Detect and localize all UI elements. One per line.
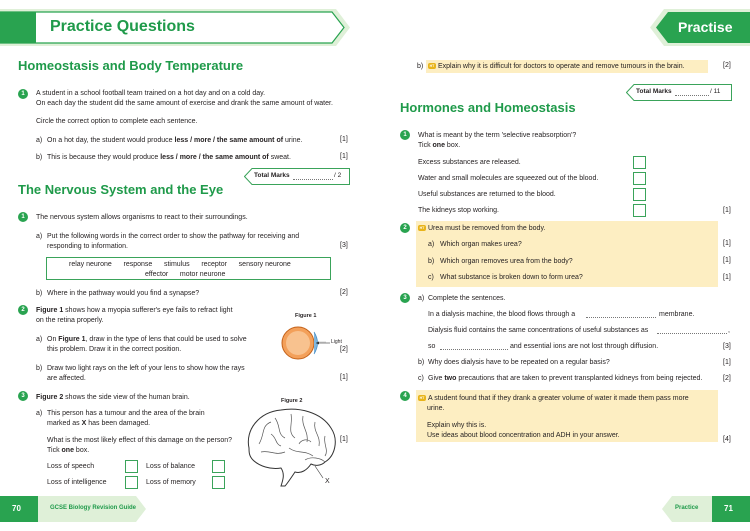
sentence-text: membrane.: [659, 311, 695, 318]
tick-box[interactable]: [633, 188, 646, 201]
part-label: a): [418, 295, 425, 302]
question-text: [47, 446, 89, 456]
total-marks-label: Total Marks: [254, 172, 290, 179]
page-number: 70: [12, 504, 21, 513]
footer-section-label: Practice: [675, 505, 699, 511]
text-span: box.: [444, 142, 461, 149]
mark-allocation: [2]: [723, 375, 731, 382]
option-label: Loss of intelligence: [47, 479, 107, 486]
question-text: This person has a tumour and the area of the brain: [47, 410, 205, 417]
sentence-text: and essential ions are not lost through diffusion.: [510, 343, 659, 350]
answer-blank[interactable]: [440, 349, 508, 350]
sentence-text: urine.: [283, 137, 303, 144]
text-span: Explain why it is difficult for doctors to operate and remove tumours in the brain.: [438, 63, 685, 70]
word-item: receptor: [201, 261, 227, 268]
section-title-homeostasis: Homeostasis and Body Temperature: [18, 58, 244, 73]
part-label: c): [428, 274, 434, 281]
sentence-text: On a hot day, the student would produce: [47, 137, 175, 144]
right-page-title: Practise: [678, 19, 733, 35]
option-choices[interactable]: less / more / the same amount of: [160, 154, 269, 161]
section-title-hormones: Hormones and Homeostasis: [400, 100, 576, 115]
question-text: [418, 224, 545, 234]
part-label: b): [36, 154, 43, 161]
total-marks-value: / 11: [710, 88, 721, 95]
figure-ref: Figure 1: [58, 336, 86, 343]
option-label: Loss of speech: [47, 463, 95, 470]
part-b-sentence: [47, 153, 291, 163]
question-text: Draw two light rays on the left of your lens to show how the rays: [47, 365, 245, 372]
figure-label: Figure 1: [295, 313, 317, 319]
left-header-banner: [0, 9, 350, 46]
question-text: Use ideas about blood concentration and ADH in your answer.: [427, 432, 620, 439]
question-text: Which organ makes urea?: [440, 241, 522, 248]
text-span: A student found that if they drank a greater volume of water it made them pass more: [428, 395, 689, 402]
mark-allocation: [1]: [723, 207, 731, 214]
question-number: 4: [400, 391, 410, 401]
tick-box[interactable]: [633, 156, 646, 169]
total-marks-label: Total Marks: [636, 88, 672, 95]
question-number: 2: [18, 305, 28, 315]
word-item: sensory neurone: [238, 261, 291, 268]
question-text: What is the most likely effect of this damage on the person?: [47, 437, 233, 444]
question-text: [428, 374, 702, 384]
mark-allocation: [3]: [723, 343, 731, 350]
question-number: 1: [18, 212, 28, 222]
option-label: Loss of memory: [146, 479, 196, 486]
question-text: [418, 394, 689, 404]
question-text: Put the following words in the correct order to show the pathway for receiving and: [47, 233, 300, 240]
word-item: response: [123, 261, 153, 268]
question-text: on the retina properly.: [36, 317, 104, 324]
higher-tier-icon: HT: [429, 64, 435, 69]
word-bank-row: [145, 270, 225, 280]
text-span: marked as: [47, 420, 82, 427]
question-text: [418, 141, 460, 151]
word-item: motor neurone: [179, 271, 226, 278]
higher-tier-icon: HT: [419, 226, 425, 231]
question-text: What substance is broken down to form urea?: [440, 274, 583, 281]
text-span: one: [432, 142, 445, 149]
question-number: 1: [18, 89, 28, 99]
question-text: Why does dialysis have to be repeated on a regular basis?: [428, 359, 610, 366]
right-header-banner: [650, 9, 750, 46]
light-label: Light: [331, 339, 342, 345]
tick-box[interactable]: [633, 204, 646, 217]
left-footer: [0, 496, 146, 522]
question-number: 3: [400, 293, 410, 303]
tick-box[interactable]: [125, 476, 138, 489]
text-span: two: [444, 375, 457, 382]
question-text: The nervous system allows organisms to react to their surroundings.: [36, 214, 248, 221]
text-span: has been damaged.: [86, 420, 151, 427]
question-number: 1: [400, 130, 410, 140]
text-span: shows how a myopia sufferer's eye fails to refract light: [63, 307, 233, 314]
text-span: , draw in the type of lens that could be used to solve: [85, 336, 247, 343]
mark-allocation: [1]: [340, 153, 348, 160]
question-text: Which organ removes urea from the body?: [440, 258, 573, 265]
question-text: On each day the student did the same amount of exercise and drank the same amount of water.: [36, 100, 333, 107]
question-text: A student in a school football team trained on a hot day and on a cold day.: [36, 90, 266, 97]
page-number: 71: [724, 504, 733, 513]
text-span: box.: [73, 447, 90, 454]
question-number: 3: [18, 391, 28, 401]
option-label: Water and small molecules are squeezed out of the blood.: [418, 175, 599, 182]
part-label: b): [418, 359, 425, 366]
mark-allocation: [1]: [723, 359, 731, 366]
higher-tier-icon: HT: [419, 396, 425, 401]
option-label: Excess substances are released.: [418, 159, 521, 166]
x-marker-label: X: [325, 478, 330, 485]
sentence-text: In a dialysis machine, the blood flows through a: [428, 311, 576, 318]
part-label: b): [36, 365, 43, 372]
part-label: b): [428, 258, 435, 265]
left-page-title: Practice Questions: [50, 18, 195, 35]
option-choices[interactable]: less / more / the same amount of: [174, 137, 284, 144]
part-label: c): [418, 375, 424, 382]
figure-ref: Figure 1: [36, 307, 64, 314]
option-label: Useful substances are returned to the blood.: [418, 191, 556, 198]
part-a-sentence: [47, 136, 303, 146]
total-marks-box: [626, 84, 732, 101]
part-label: b): [36, 290, 43, 297]
text-span: Tick: [418, 142, 433, 149]
part-label: a): [36, 233, 43, 240]
question-text: Where in the pathway would you find a synapse?: [47, 290, 200, 297]
mark-allocation: [1]: [340, 436, 348, 443]
mark-allocation: [2]: [340, 346, 348, 353]
mark-allocation: [4]: [723, 436, 731, 443]
part-label: a): [428, 241, 435, 248]
word-bank-row: [69, 260, 291, 270]
figure-label: Figure 2: [281, 398, 303, 404]
instruction-text: Circle the correct option to complete each sentence.: [36, 118, 198, 125]
question-text: urine.: [427, 405, 445, 412]
mark-allocation: [2]: [340, 289, 348, 296]
question-text: [36, 393, 190, 403]
mark-allocation: [1]: [723, 274, 731, 281]
text-span: On: [47, 336, 59, 343]
text-span: Tick: [47, 447, 62, 454]
text-span: one: [61, 447, 74, 454]
option-label: The kidneys stop working.: [418, 207, 499, 214]
question-text: [428, 62, 685, 72]
figure-ref: Figure 2: [36, 394, 64, 401]
question-text: Complete the sentences.: [428, 295, 506, 302]
total-marks-box: [244, 168, 350, 185]
question-text: Explain why this is.: [427, 422, 487, 429]
sentence-text: so: [428, 343, 436, 350]
question-text: [47, 419, 150, 429]
section-title-nervous-system: The Nervous System and the Eye: [18, 182, 224, 197]
sentence-text: sweat.: [268, 154, 291, 161]
book-title: GCSE Biology Revision Guide: [50, 505, 137, 511]
answer-blank[interactable]: [675, 95, 709, 96]
text-span: Give: [428, 375, 445, 382]
marker-ref: X: [81, 420, 87, 427]
word-bank-box: [46, 257, 331, 280]
answer-blank[interactable]: [657, 333, 727, 334]
tick-box[interactable]: [125, 460, 138, 473]
mark-allocation: [2]: [723, 62, 731, 69]
option-label: Loss of balance: [146, 463, 196, 470]
word-item: effector: [145, 271, 169, 278]
tick-box[interactable]: [633, 172, 646, 185]
right-footer: [662, 496, 750, 522]
question-text: [47, 335, 247, 345]
question-number: 2: [400, 223, 410, 233]
part-label: a): [36, 336, 43, 343]
answer-blank[interactable]: [586, 317, 656, 318]
part-label: a): [36, 410, 43, 417]
question-text: What is meant by the term 'selective reabsorption'?: [418, 132, 577, 139]
word-item: stimulus: [163, 261, 190, 268]
mark-allocation: [1]: [723, 240, 731, 247]
mark-allocation: [3]: [340, 242, 348, 249]
part-label: b): [417, 63, 424, 70]
text-span: precautions that are taken to prevent transplanted kidneys from being rejected.: [456, 375, 703, 382]
text-span: Urea must be removed from the body.: [428, 225, 546, 232]
tick-box[interactable]: [212, 460, 225, 473]
question-text: are affected.: [47, 375, 86, 382]
sentence-text: ,: [728, 327, 730, 334]
sentence-text: Dialysis fluid contains the same concentrations of useful substances as: [428, 327, 649, 334]
text-span: shows the side view of the human brain.: [63, 394, 190, 401]
total-marks-value: / 2: [334, 172, 342, 179]
question-text: [36, 306, 233, 316]
mark-allocation: [1]: [340, 136, 348, 143]
answer-blank[interactable]: [293, 179, 333, 180]
part-label: a): [36, 137, 43, 144]
mark-allocation: [1]: [340, 374, 348, 381]
brain-diagram[interactable]: [241, 404, 341, 488]
question-text: this problem. Draw it in the correct position.: [47, 346, 182, 353]
sentence-text: This is because they would produce: [47, 154, 161, 161]
mark-allocation: [1]: [723, 257, 731, 264]
question-text: responding to information.: [47, 243, 128, 250]
tick-box[interactable]: [212, 476, 225, 489]
word-item: relay neurone: [69, 261, 112, 268]
